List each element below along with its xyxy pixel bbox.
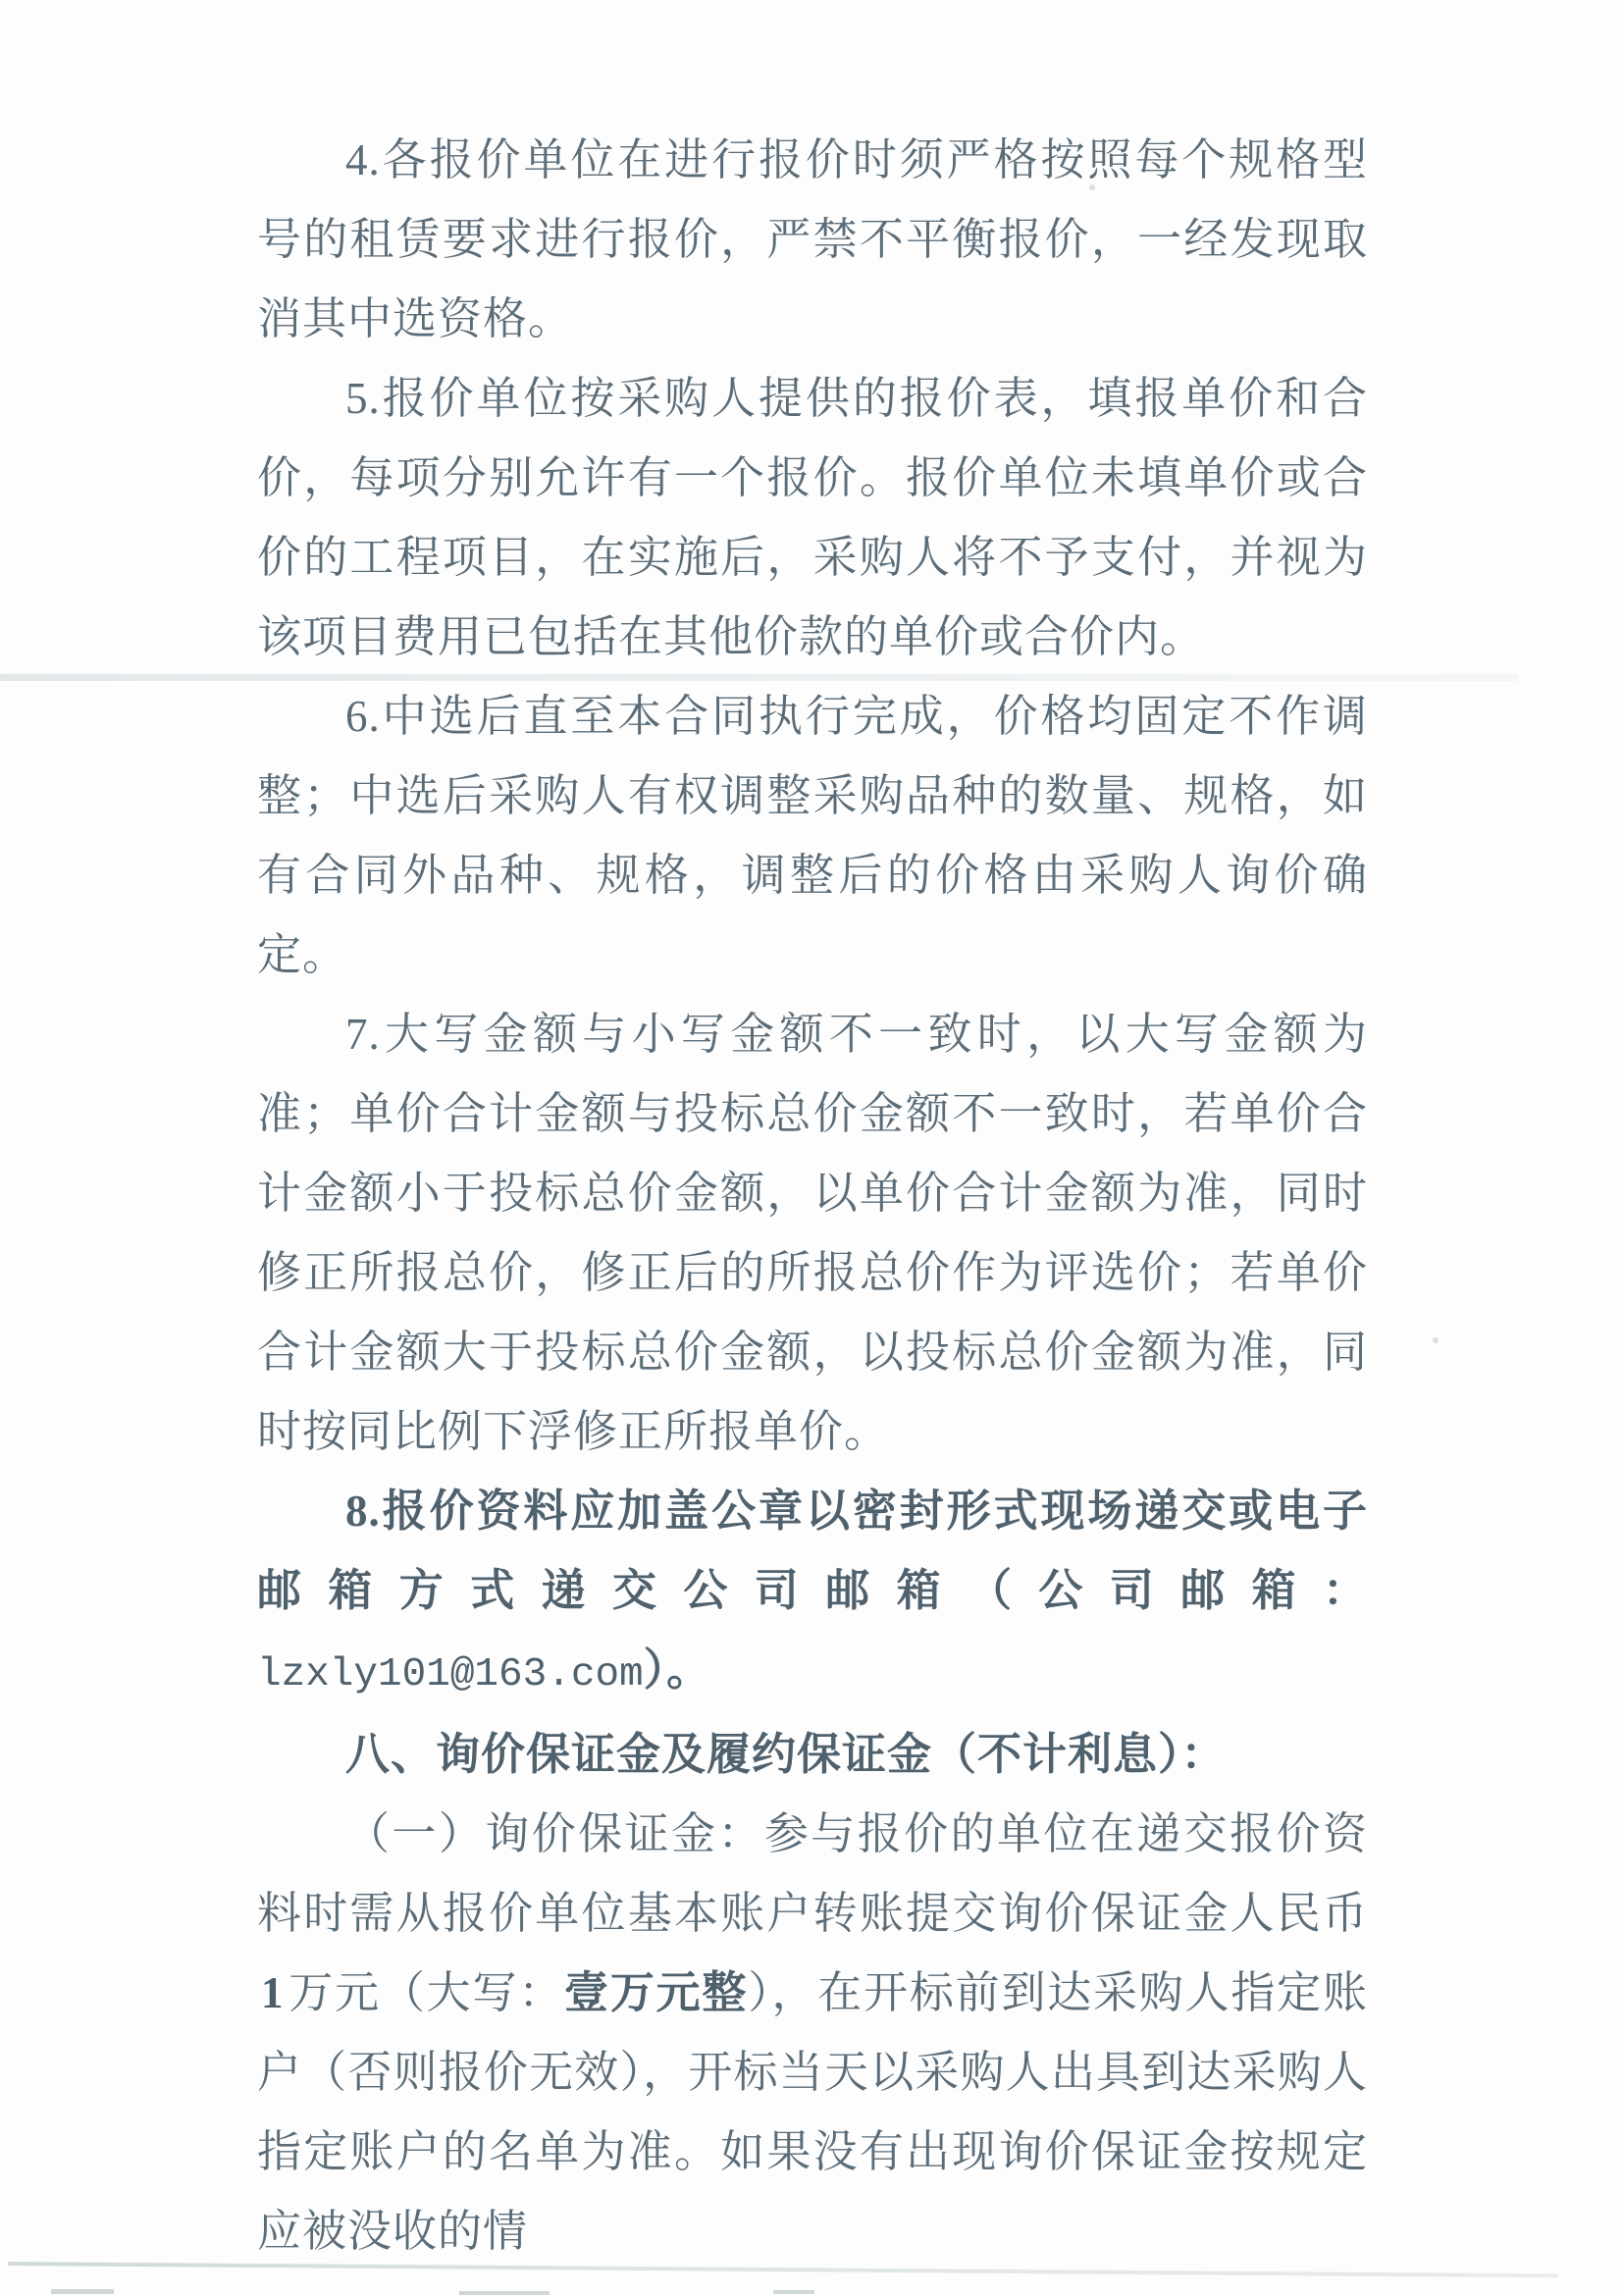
clause-4-paragraph [257, 121, 1368, 359]
clause-6-paragraph [257, 677, 1368, 995]
deposit-amount-capitalized: 壹万元整 [564, 1968, 749, 2017]
section-8-heading [257, 1715, 1368, 1795]
heading-text: 八、询价保证金及履约保证金（不计利息）： [345, 1730, 1227, 1779]
paragraph-text: 7.大写金额与小写金额不一致时，以大写金额为准；单价合计金额与投标总价金额不一致时，若单价合计金额小于投标总价金额，以单价合计金额为准，同时修正所报总价，修正后的所报总价作为评选价；若单价合计金额大于投标总价金额，以投标总价金额为准，同时按同比例下浮修正所报单价。 [257, 1010, 1368, 1456]
paragraph-text: ），在开标前到达采购人指定账户（否则报价无效），开标当天以采购人出具到达采购人指定账户的名单为准。如果没有出现询价保证金按规定应被没收的情 [257, 1968, 1368, 2256]
paragraph-text: 5.报价单位按采购人提供的报价表，填报单价和合价，每项分别允许有一个报价。报价单位未填单价或合价的工程项目，在实施后，采购人将不予支付，并视为该项目费用已包括在其他价款的单价或合价内。 [257, 374, 1368, 661]
clause-8-1-paragraph [257, 1795, 1368, 2271]
company-email-text: lzxly101@163.com [257, 1652, 644, 1697]
scan-speck [459, 2291, 550, 2295]
paragraph-text: 6.中选后直至本合同执行完成，价格均固定不作调整；中选后采购人有权调整采购品种的数量、规格，如有合同外品种、规格，调整后的价格由采购人询价确定。 [257, 692, 1368, 979]
paragraph-text: 4.各报价单位在进行报价时须严格按照每个规格型号的租赁要求进行报价，严禁不平衡报价，一经发现取消其中选资格。 [257, 135, 1368, 343]
document-body [257, 121, 1368, 2271]
paragraph-text: （一）询价保证金：参与报价的单位在递交报价资料时需从报价单位基本账户转账提交询价保证金人民币 [257, 1809, 1368, 1938]
clause-8-paragraph [257, 1472, 1368, 1715]
clause-5-paragraph [257, 359, 1368, 677]
paragraph-text: 8.报价资料应加盖公章以密封形式现场递交或电子邮箱方式递交公司邮箱（公司邮箱： [257, 1487, 1368, 1615]
paragraph-text: 万元（大写： [288, 1968, 565, 2017]
scan-speck [51, 2289, 114, 2294]
paragraph-text: ）。 [643, 1645, 712, 1695]
scan-dot [1433, 1337, 1439, 1343]
scan-dot [1089, 184, 1095, 190]
deposit-amount-digit: 1 [261, 1968, 285, 2017]
scan-speck [773, 2290, 814, 2294]
clause-7-paragraph [257, 995, 1368, 1472]
